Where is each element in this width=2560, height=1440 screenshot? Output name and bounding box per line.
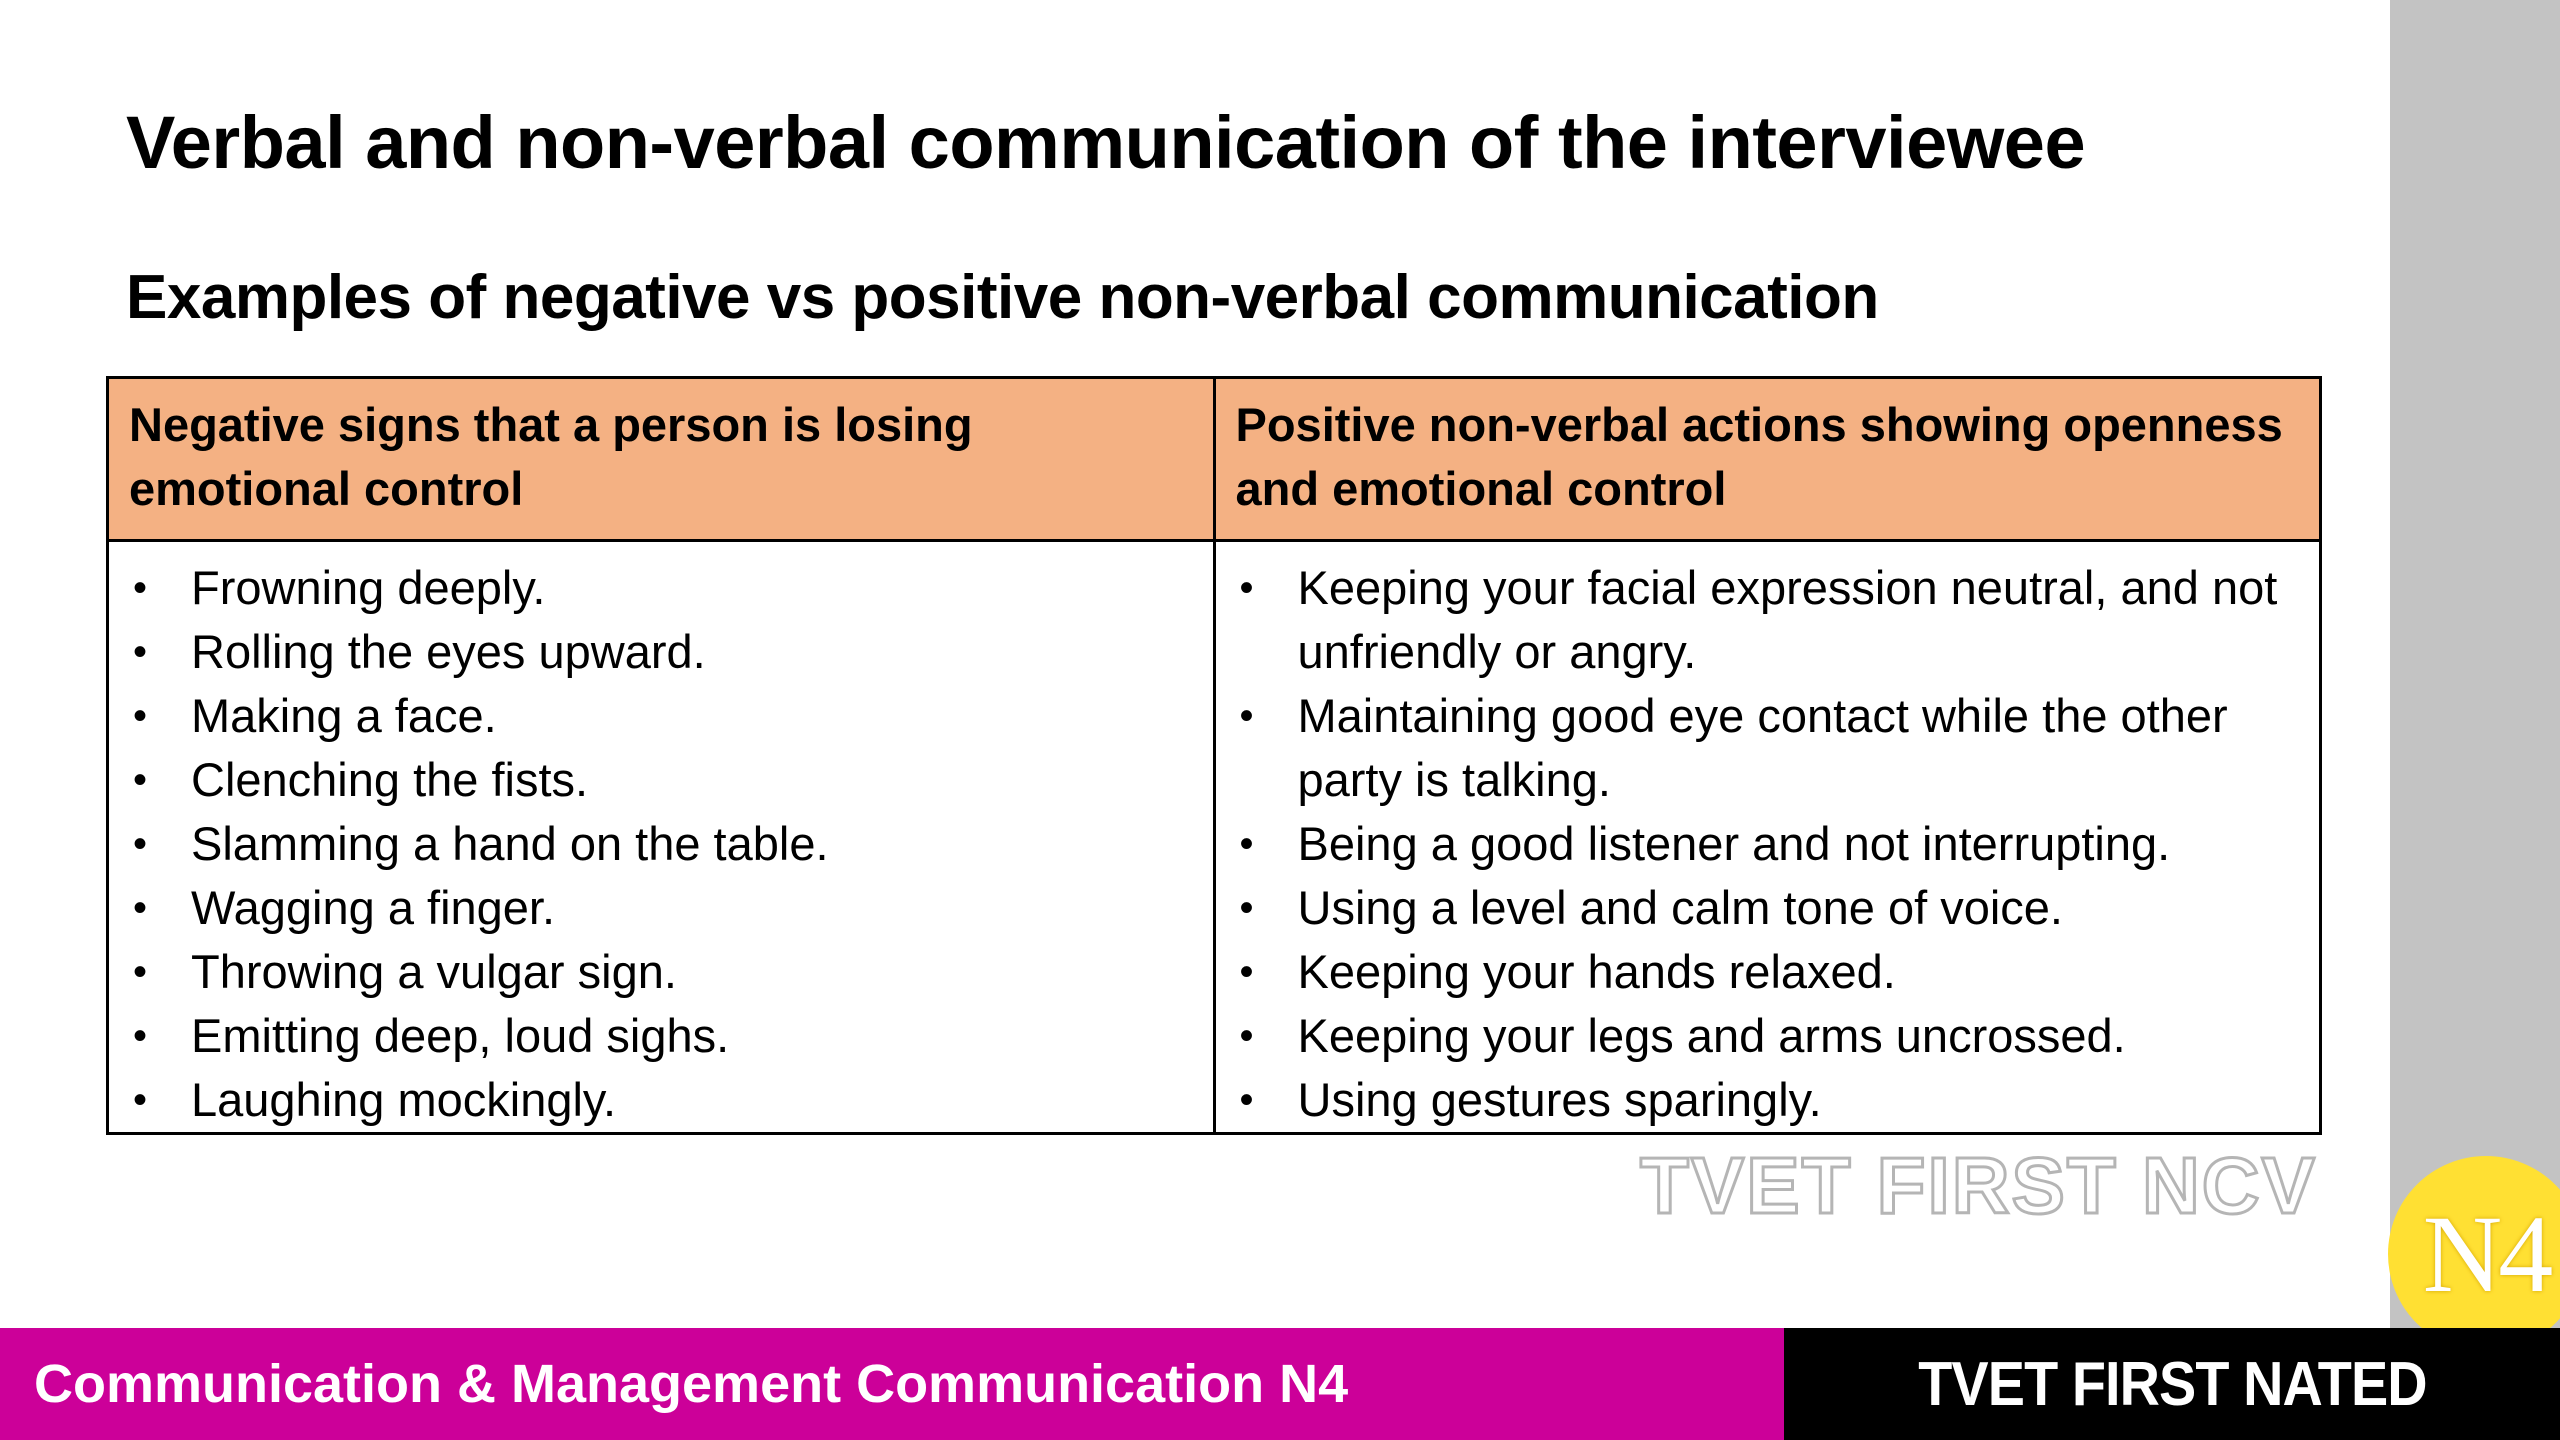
list-item-text: Using a level and calm tone of voice. [1297, 881, 2063, 934]
list-item-text: Slamming a hand on the table. [191, 817, 829, 870]
list-item [1236, 684, 2300, 812]
list-item-text: Wagging a finger. [191, 881, 556, 934]
list-item [129, 556, 1193, 620]
bullet-icon: • [133, 758, 148, 802]
list-item [129, 1068, 1193, 1132]
side-strip [2390, 0, 2560, 1328]
bullet-icon: • [133, 694, 148, 738]
list-item-text: Keeping your facial expression neutral, and not unfriendly or angry. [1297, 561, 2278, 678]
list-item-text: Emitting deep, loud sighs. [191, 1009, 730, 1062]
bullet-icon: • [1239, 1078, 1254, 1122]
negative-signs-header: Negative signs that a person is losing emotional control [108, 378, 1215, 541]
slide-subtitle: Examples of negative vs positive non-verbal communication [126, 263, 1879, 332]
list-item [1236, 940, 2300, 1004]
list-item [129, 620, 1193, 684]
list-item [129, 1004, 1193, 1068]
list-item [1236, 556, 2300, 684]
bullet-icon: • [133, 630, 148, 674]
bullet-icon: • [1239, 886, 1254, 930]
bullet-icon: • [133, 566, 148, 610]
footer-brand-bar [1784, 1328, 2560, 1440]
bullet-icon: • [1239, 950, 1254, 994]
positive-actions-header: Positive non-verbal actions showing openness and emotional control [1214, 378, 2321, 541]
bullet-icon: • [1239, 1014, 1254, 1058]
list-item [129, 940, 1193, 1004]
bullet-icon: • [1239, 694, 1254, 738]
list-item-text: Using gestures sparingly. [1297, 1073, 1822, 1126]
watermark: TVET FIRST NCV [1640, 1141, 2317, 1230]
table-header-row [108, 378, 2321, 541]
list-item-text: Laughing mockingly. [191, 1073, 616, 1126]
list-item [129, 684, 1193, 748]
footer-course-bar [0, 1328, 1784, 1440]
list-item [129, 748, 1193, 812]
list-item-text: Throwing a vulgar sign. [191, 945, 677, 998]
list-item-text: Rolling the eyes upward. [191, 625, 706, 678]
list-item-text: Being a good listener and not interrupting. [1297, 817, 2171, 870]
list-item [1236, 1068, 2300, 1132]
level-badge: N4 [2388, 1156, 2560, 1352]
positive-actions-cell [1214, 541, 2321, 1134]
list-item [1236, 876, 2300, 940]
footer-brand-name: TVET FIRST NATED [1917, 1349, 2427, 1419]
table-body-row [108, 541, 2321, 1134]
bullet-icon: • [1239, 822, 1254, 866]
negative-signs-cell [108, 541, 1215, 1134]
list-item [1236, 812, 2300, 876]
negative-signs-list [129, 556, 1193, 1132]
list-item-text: Frowning deeply. [191, 561, 546, 614]
bullet-icon: • [133, 1078, 148, 1122]
list-item-text: Keeping your legs and arms uncrossed. [1297, 1009, 2126, 1062]
bullet-icon: • [133, 950, 148, 994]
bullet-icon: • [133, 822, 148, 866]
bullet-icon: • [1239, 566, 1254, 610]
bullet-icon: • [133, 886, 148, 930]
list-item-text: Clenching the fists. [191, 753, 589, 806]
comparison-table [106, 376, 2322, 1135]
list-item [129, 876, 1193, 940]
list-item [129, 812, 1193, 876]
list-item-text: Making a face. [191, 689, 497, 742]
footer-course-title: Communication & Management Communication N4 [34, 1354, 1349, 1414]
bullet-icon: • [133, 1014, 148, 1058]
positive-actions-list [1236, 556, 2300, 1132]
list-item [1236, 1004, 2300, 1068]
list-item-text: Keeping your hands relaxed. [1297, 945, 1896, 998]
list-item-text: Maintaining good eye contact while the other party is talking. [1297, 689, 2228, 806]
slide-title: Verbal and non-verbal communication of the interviewee [126, 101, 2086, 184]
